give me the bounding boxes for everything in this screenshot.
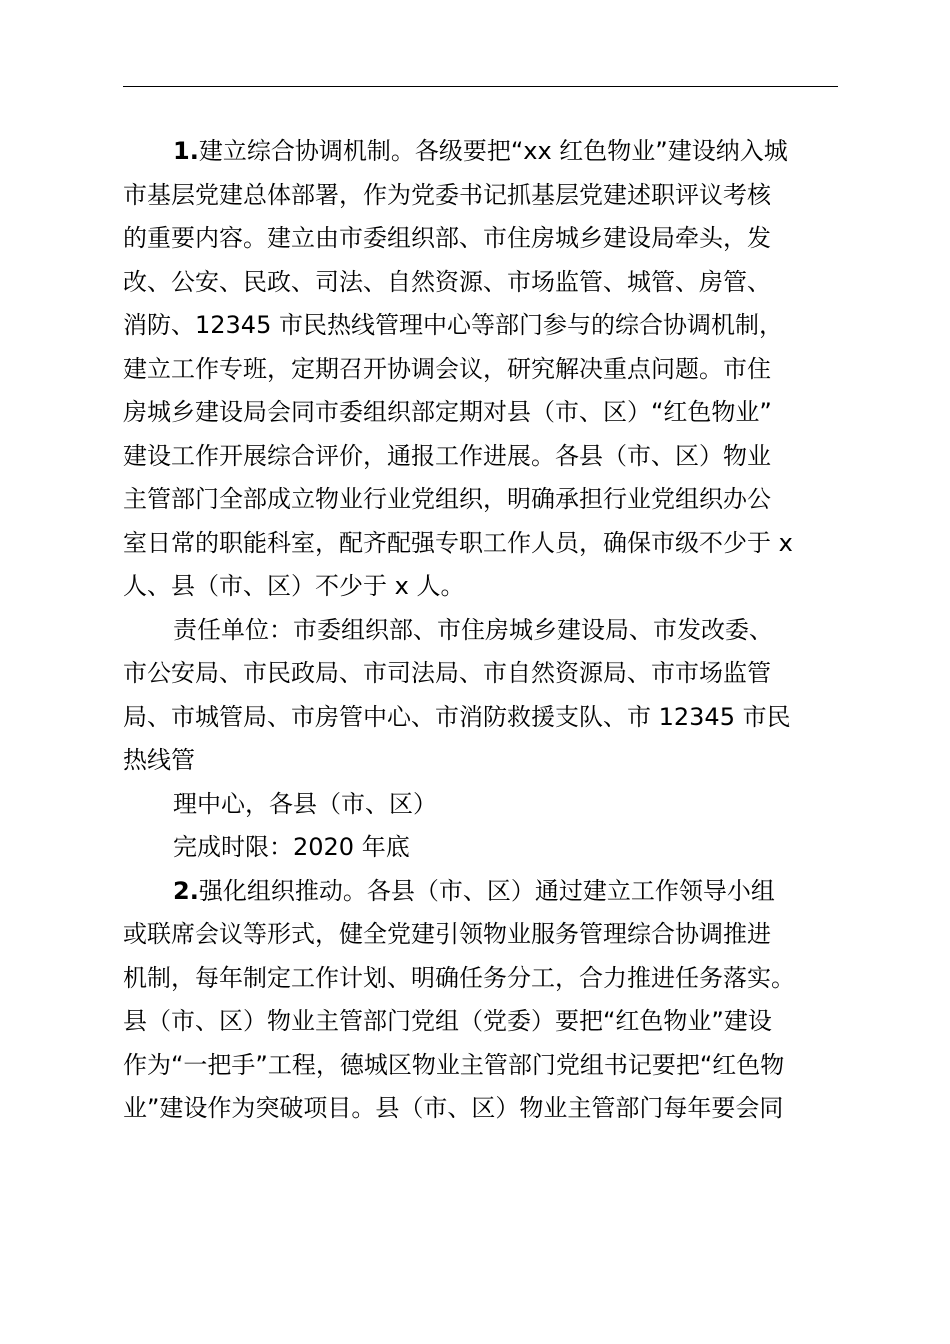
text-line: 消防、12345 市民热线管理中心等部门参与的综合协调机制， [123,311,783,339]
section-1-paragraph [123,130,838,609]
text-line: 改、公安、民政、司法、自然资源、市场监管、城管、房管、 [123,267,771,296]
section-2-number: 2. [173,876,199,905]
text-line: 建立工作专班，定期召开协调会议，研究解决重点问题。市住 [123,354,771,383]
responsibility-paragraph [123,609,838,783]
section-1-number: 1. [173,137,199,165]
text-line: 机制，每年制定工作计划、明确任务分工，合力推进任务落实。 [123,963,795,992]
text-line: 热线管 [123,746,195,774]
deadline-paragraph [123,826,838,870]
header-rule [123,86,838,87]
text-line: 责任单位：市委组织部、市住房城乡建设局、市发改委、 [173,615,773,644]
responsibility-continuation [123,783,838,827]
text-line: 2.强化组织推动。各县（市、区）通过建立工作领导小组 [173,876,775,905]
text-line: 完成时限：2020 年底 [173,833,410,861]
text-line: 市公安局、市民政局、市司法局、市自然资源局、市市场监管 [123,659,771,687]
text-line: 局、市城管局、市房管中心、市消防救援支队、市 12345 市民 [123,702,791,731]
text-line: 房城乡建设局会同市委组织部定期对县（市、区）“红色物业” [123,398,772,426]
document-body [123,130,838,1131]
text-line: 1.建立综合协调机制。各级要把“xx 红色物业”建设纳入城 [173,137,788,165]
text-line: 理中心，各县（市、区） [173,789,437,818]
text-line: 作为“一把手”工程，德城区物业主管部门党组书记要把“红色物 [123,1050,785,1079]
text-line: 县（市、区）物业主管部门党组（党委）要把“红色物业”建设 [123,1007,772,1035]
text-line: 的重要内容。建立由市委组织部、市住房城乡建设局牵头，发 [123,224,771,252]
text-line: 主管部门全部成立物业行业党组织，明确承担行业党组织办公 [123,485,771,513]
text-line: 或联席会议等形式，健全党建引领物业服务管理综合协调推进 [123,920,771,948]
text-line: 人、县（市、区）不少于 x 人。 [123,572,465,600]
section-2-paragraph [123,870,838,1131]
text-line: 市基层党建总体部署，作为党委书记抓基层党建述职评议考核 [123,180,771,209]
text-line: 业”建设作为突破项目。县（市、区）物业主管部门每年要会同 [123,1094,784,1122]
text-line: 建设工作开展综合评价，通报工作进展。各县（市、区）物业 [123,441,771,470]
text-line: 室日常的职能科室，配齐配强专职工作人员，确保市级不少于 x [123,528,793,557]
